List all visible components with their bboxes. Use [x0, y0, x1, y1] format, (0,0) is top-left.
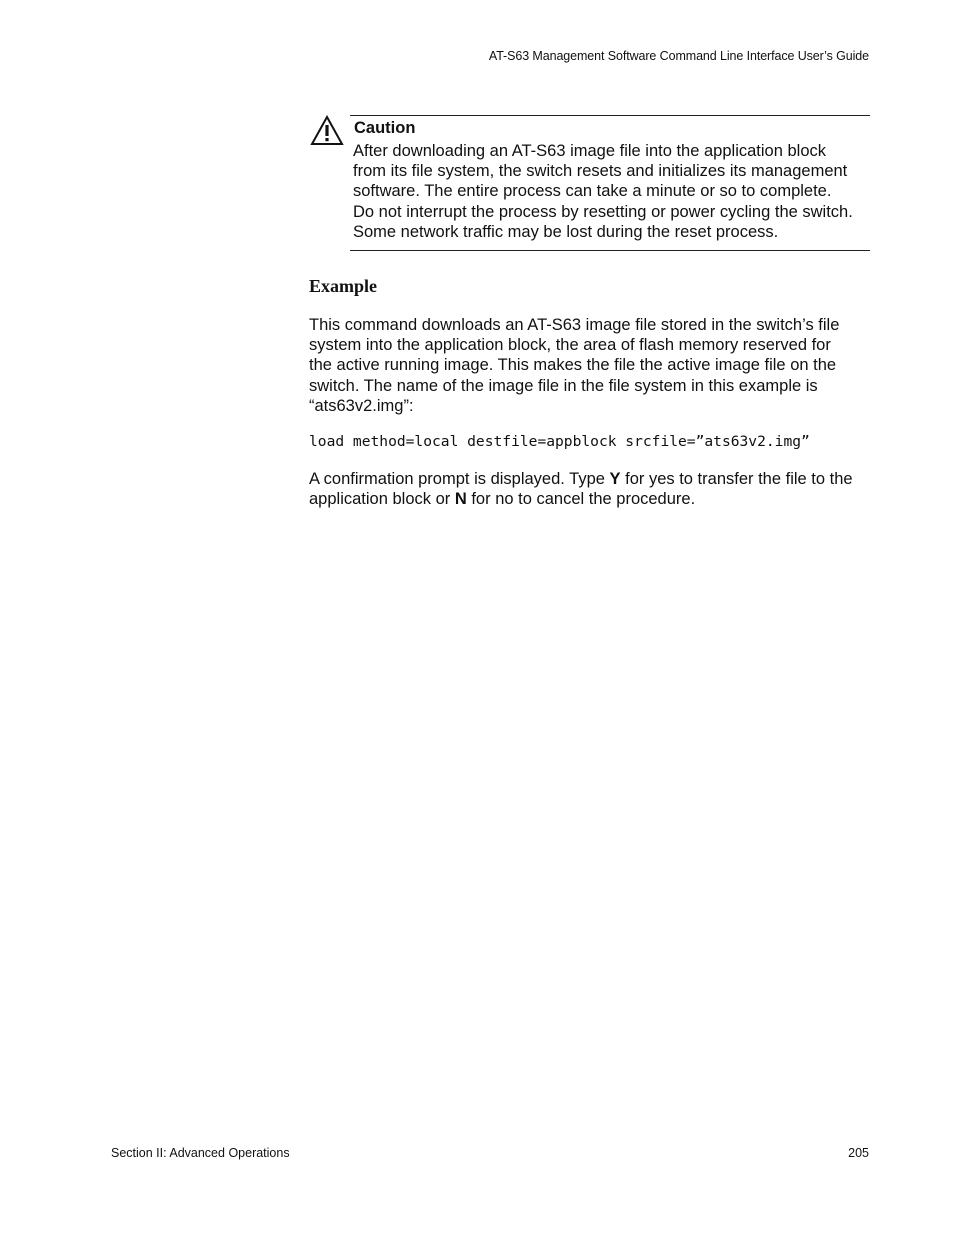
paragraph-line: the active running image. This makes the file the active image file on the [309, 356, 837, 375]
confirm-text: for no to cancel the procedure. [466, 490, 696, 509]
confirmation-line-2 [309, 489, 874, 509]
confirmation-line-1 [309, 469, 874, 489]
caution-body [353, 141, 873, 242]
caution-line: Do not interrupt the process by resetting or power cycling the switch. [353, 202, 853, 221]
confirmation-paragraph [309, 469, 874, 509]
warning-triangle-icon [310, 115, 344, 146]
page-number: 205 [848, 1146, 869, 1160]
caution-line: software. The entire process can take a minute or so to complete. [353, 182, 832, 201]
yes-key: Y [609, 470, 621, 488]
confirm-text: application block or [309, 490, 455, 509]
confirm-text: for yes to transfer the file to the [620, 470, 853, 488]
caution-line: After downloading an AT-S63 image file into the application block [353, 142, 826, 160]
paragraph-line: “ats63v2.img”: [309, 396, 414, 415]
command-example: load method=local destfile=appblock srcfile=”ats63v2.img” [309, 433, 810, 450]
no-key: N [454, 490, 467, 509]
running-header: AT-S63 Management Software Command Line Interface User’s Guide [488, 49, 869, 63]
confirm-text: A confirmation prompt is displayed. Type [309, 470, 610, 488]
paragraph-line: This command downloads an AT-S63 image file stored in the switch’s file [309, 316, 840, 334]
paragraph-line: system into the application block, the area of flash memory reserved for [309, 336, 831, 355]
caution-title: Caution [354, 119, 416, 137]
footer-section: Section II: Advanced Operations [111, 1146, 290, 1160]
example-paragraph [309, 315, 874, 416]
caution-line: from its file system, the switch resets and initializes its management [353, 162, 848, 181]
caution-box [350, 115, 870, 251]
example-heading: Example [309, 276, 378, 296]
caution-line: Some network traffic may be lost during the reset process. [353, 222, 779, 241]
paragraph-line: switch. The name of the image file in the file system in this example is [309, 376, 818, 395]
